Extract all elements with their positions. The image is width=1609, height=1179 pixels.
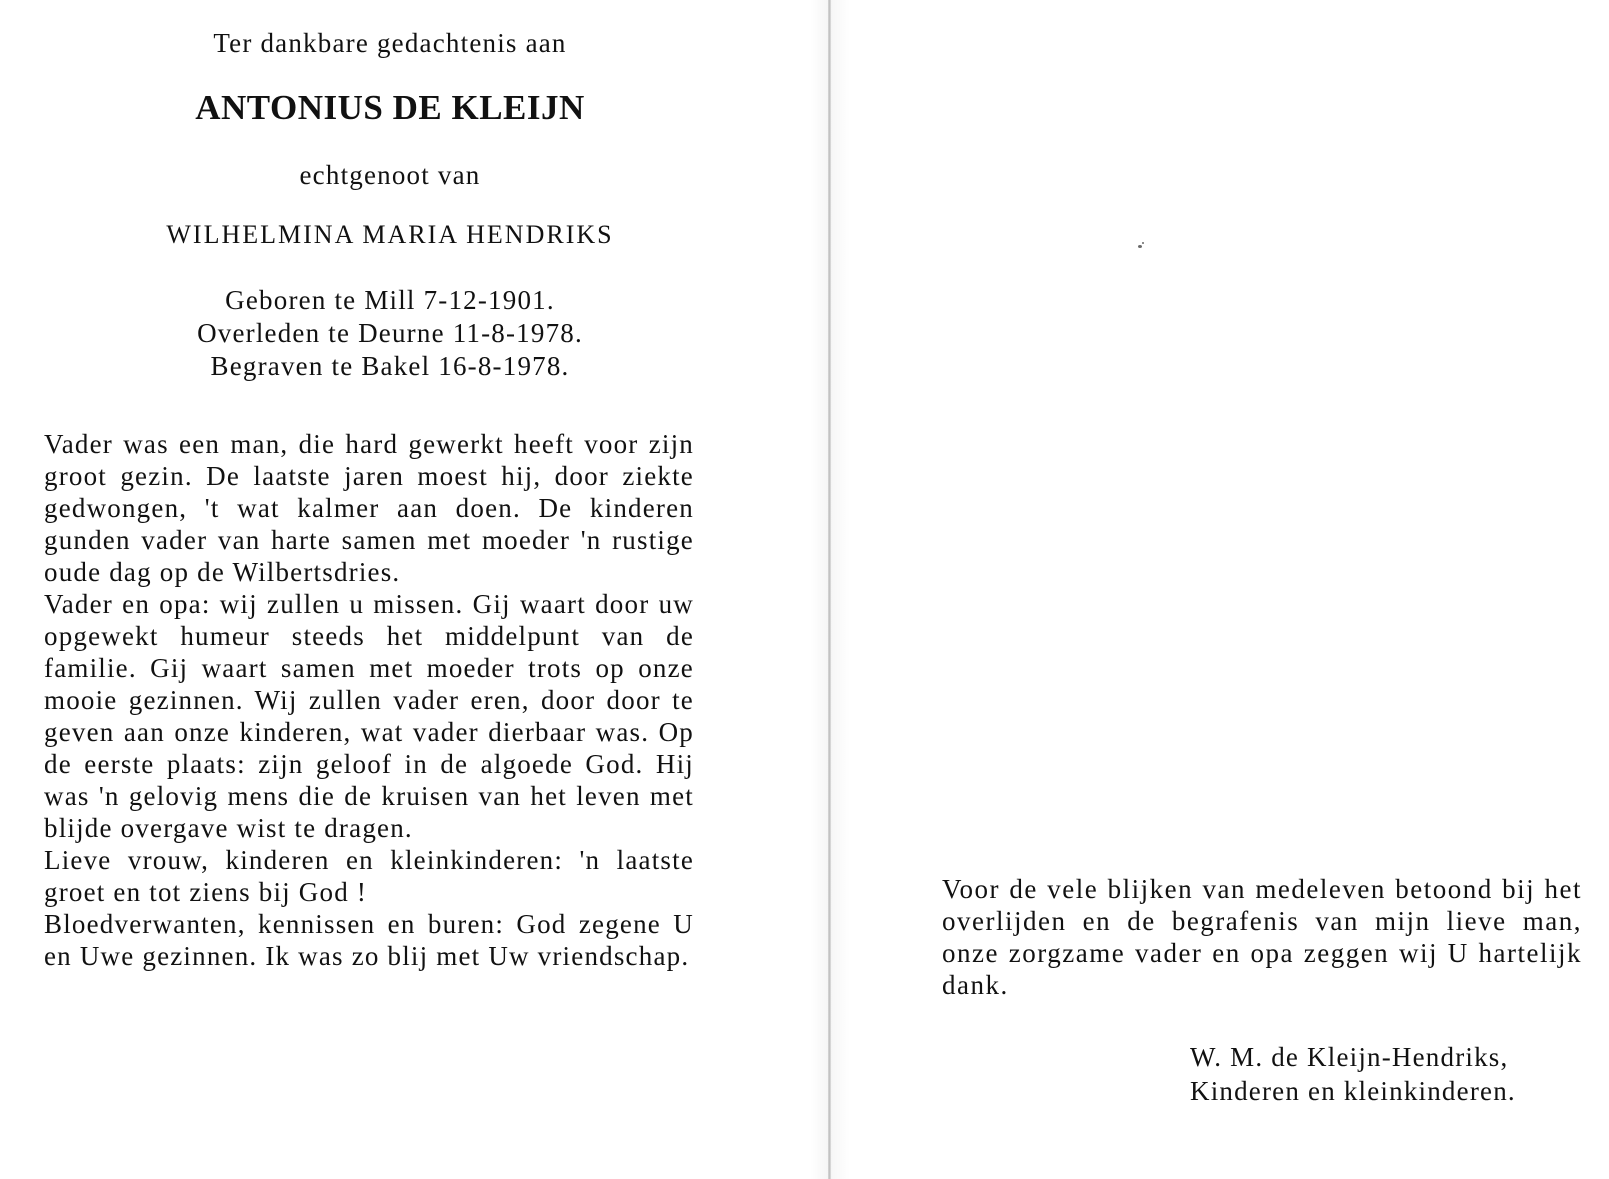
birth-date-line: Geboren te Mill 7-12-1901. <box>225 285 555 315</box>
memorial-intro: Ter dankbare gedachtenis aan <box>213 28 567 58</box>
memorial-paragraph: Lieve vrouw, kinderen en kleinkinderen: 'n laatste groet en tot ziens bij God ! <box>44 845 694 907</box>
signature-block <box>1190 1040 1590 1108</box>
thank-you-text: Voor de vele blijken van medeleven betoond bij het overlijden en de begrafenis van mijn lieve man, onze zorgzame vader en opa zeggen wij U hartelijk dank. <box>942 874 1582 1000</box>
burial-date-line: Begraven te Bakel 16-8-1978. <box>210 351 570 381</box>
deceased-name: ANTONIUS DE KLEIJN <box>195 88 585 127</box>
memorial-paragraph: Vader was een man, die hard gewerkt heeft voor zijn groot gezin. De laatste jaren moest hij, door ziekte gedwongen, 't wat kalmer aan doen. De kinderen gunden vader van harte samen met moeder 'n rustige oude dag op de Wilbertsdries. <box>44 429 694 587</box>
spouse-name: WILHELMINA MARIA HENDRIKS <box>166 220 614 249</box>
memorial-paragraph: Vader en opa: wij zullen u missen. Gij waart door uw opgewekt humeur steeds het middelpunt van de familie. Gij waart samen met moeder trots op onze mooie gezinnen. Wij zullen vader eren, door door te geven aan onze kinderen, wat vader dierbaar was. Op de eerste plaats: zijn geloof in de algoede God. Hij was 'n gelovig mens die de kruisen van het leven met blijde overgave wist te dragen. <box>44 589 694 843</box>
memorial-text <box>44 428 694 972</box>
paper-speck <box>1138 245 1142 248</box>
signature-family: Kinderen en kleinkinderen. <box>1190 1076 1516 1106</box>
memorial-paragraph: Bloedverwanten, kennissen en buren: God zegene U en Uwe gezinnen. Ik was zo blij met Uw vriendschap. <box>44 909 694 971</box>
center-fold-line <box>828 0 831 1179</box>
death-date-line: Overleden te Deurne 11-8-1978. <box>197 318 583 348</box>
spouse-intro: echtgenoot van <box>299 160 481 190</box>
signature-name: W. M. de Kleijn-Hendriks, <box>1190 1042 1509 1072</box>
paper-speck <box>1142 242 1144 244</box>
life-dates <box>80 284 700 383</box>
